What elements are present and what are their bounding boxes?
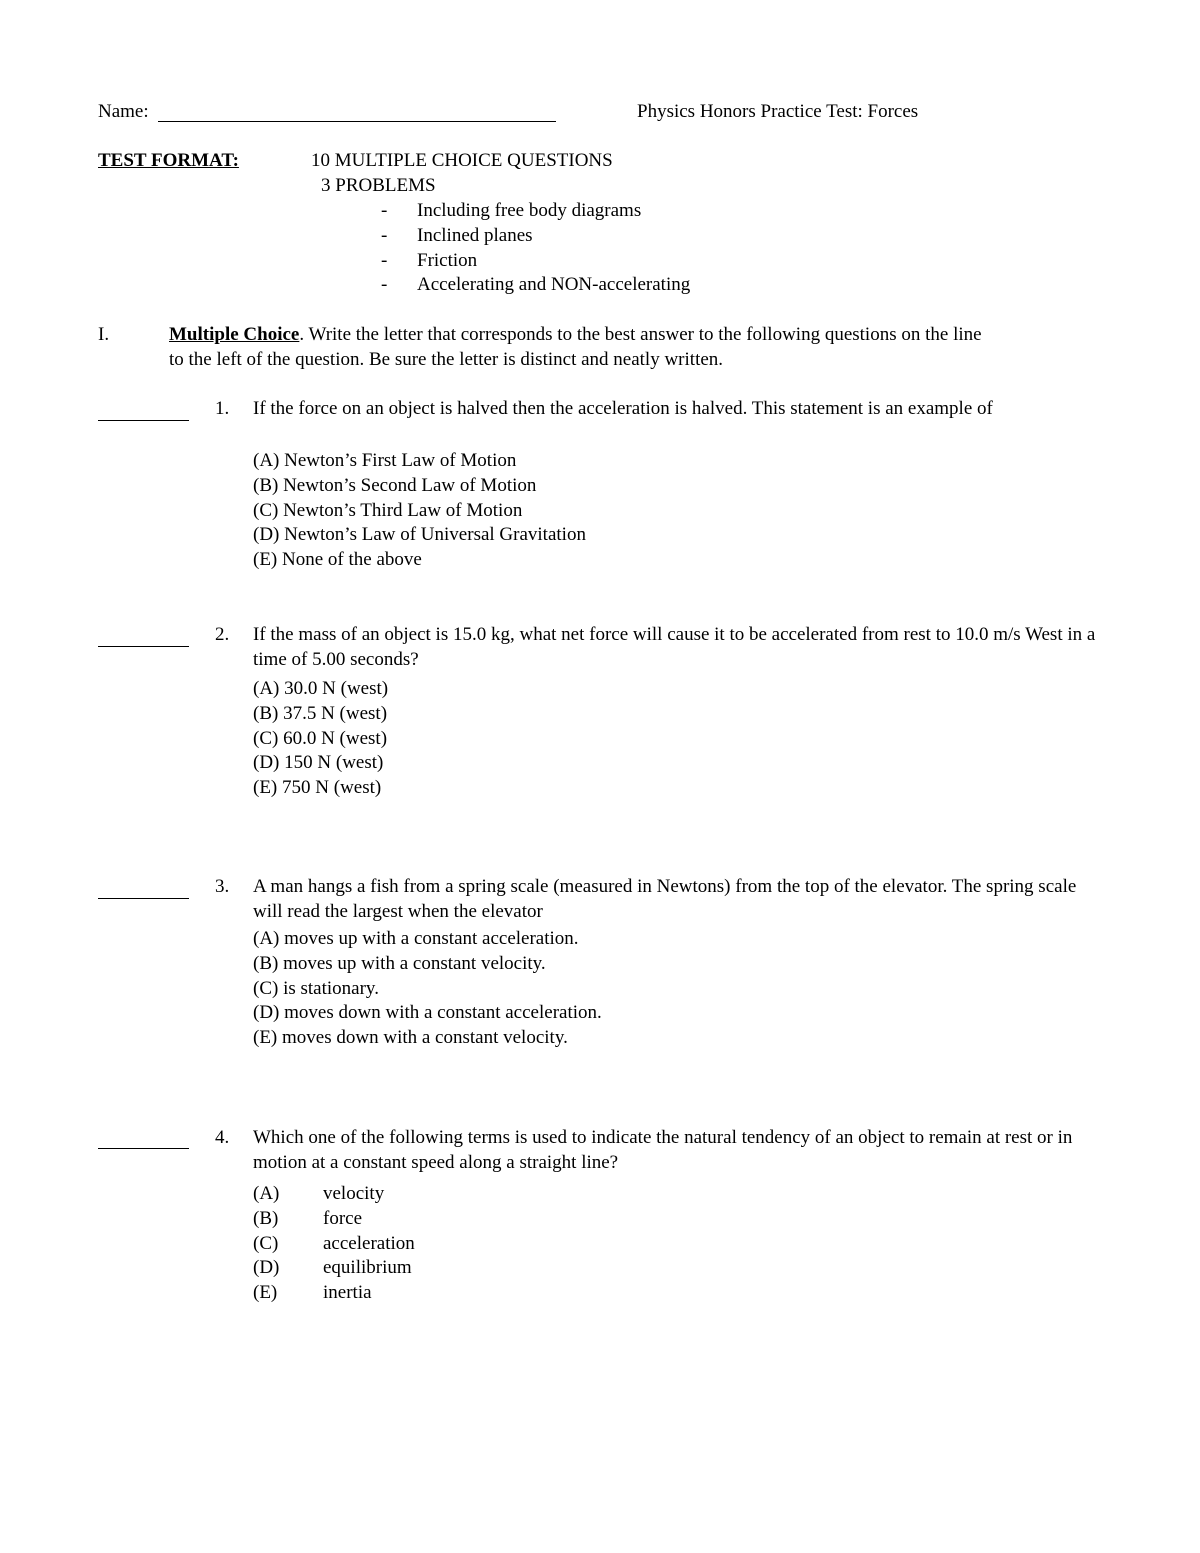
question-text: If the force on an object is halved then the acceleration is halved. This statement is an example of [253, 398, 993, 419]
option: (C) 60.0 N (west) [253, 727, 388, 749]
options-list [253, 1182, 415, 1306]
option: (D) 150 N (west) [253, 752, 384, 774]
test-title: Physics Honors Practice Test: Forces [637, 101, 919, 122]
section-instructions-line2: to the left of the question. Be sure the letter is distinct and neatly written. [169, 349, 724, 370]
option: (E) 750 N (west) [253, 777, 382, 799]
answer-blank-2[interactable] [98, 646, 189, 647]
section-numeral: I. [98, 324, 110, 345]
option: (B) moves up with a constant velocity. [253, 952, 546, 974]
option: (C) Newton’s Third Law of Motion [253, 499, 523, 521]
option: (D) Newton’s Law of Universal Gravitation [253, 524, 586, 546]
option: (A) 30.0 N (west) [253, 678, 389, 699]
section-instructions: Multiple Choice. Write the letter that corresponds to the best answer to the following questions on the line [169, 324, 982, 345]
question-number: 1. [215, 398, 230, 419]
answer-blank-1[interactable] [98, 420, 189, 421]
question-text: Which one of the following terms is used to indicate the natural tendency of an object to remain at rest or in motion at a constant speed along a straight line? [253, 1127, 1073, 1173]
test-format-label: TEST FORMAT: [98, 150, 239, 171]
option: (B) Newton’s Second Law of Motion [253, 474, 537, 496]
format-line-mc: 10 MULTIPLE CHOICE QUESTIONS [311, 150, 613, 171]
format-list [381, 199, 881, 298]
question-text: If the mass of an object is 15.0 kg, what net force will cause it to be accelerated from rest to 10.0 m/s West in a time of 5.00 seconds? [253, 624, 1096, 670]
question-number: 2. [215, 624, 230, 645]
option: (B) force [253, 1207, 363, 1229]
option: (A) Newton’s First Law of Motion [253, 450, 517, 471]
options-list [253, 449, 586, 573]
answer-blank-3[interactable] [98, 898, 189, 899]
option: (D) equilibrium [253, 1257, 412, 1279]
format-line-problems: 3 PROBLEMS [321, 175, 436, 196]
options-list [253, 677, 388, 801]
question-text: A man hangs a fish from a spring scale (measured in Newtons) from the top of the elevator. The spring scale will read the largest when the elevator [253, 876, 1077, 922]
question-number: 3. [215, 876, 230, 897]
option: (B) 37.5 N (west) [253, 702, 388, 724]
name-label: Name: [98, 101, 149, 122]
section-title: Multiple Choice [169, 324, 300, 345]
option: (D) moves down with a constant acceleration. [253, 1002, 602, 1024]
option: (A) velocity [253, 1183, 385, 1204]
option: (E) None of the above [253, 549, 422, 571]
format-list-item: - Friction [381, 249, 478, 271]
format-list-item: - Including free body diagrams [381, 200, 642, 221]
option: (C) is stationary. [253, 977, 379, 999]
option: (E) inertia [253, 1282, 372, 1304]
format-list-item: - Inclined planes [381, 224, 533, 246]
option: (C) acceleration [253, 1232, 415, 1254]
options-list [253, 927, 602, 1051]
name-field-line[interactable] [158, 121, 556, 122]
option: (A) moves up with a constant acceleration. [253, 928, 579, 949]
format-list-item: - Accelerating and NON-accelerating [381, 274, 691, 296]
question-number: 4. [215, 1127, 230, 1148]
answer-blank-4[interactable] [98, 1148, 189, 1149]
option: (E) moves down with a constant velocity. [253, 1027, 568, 1049]
